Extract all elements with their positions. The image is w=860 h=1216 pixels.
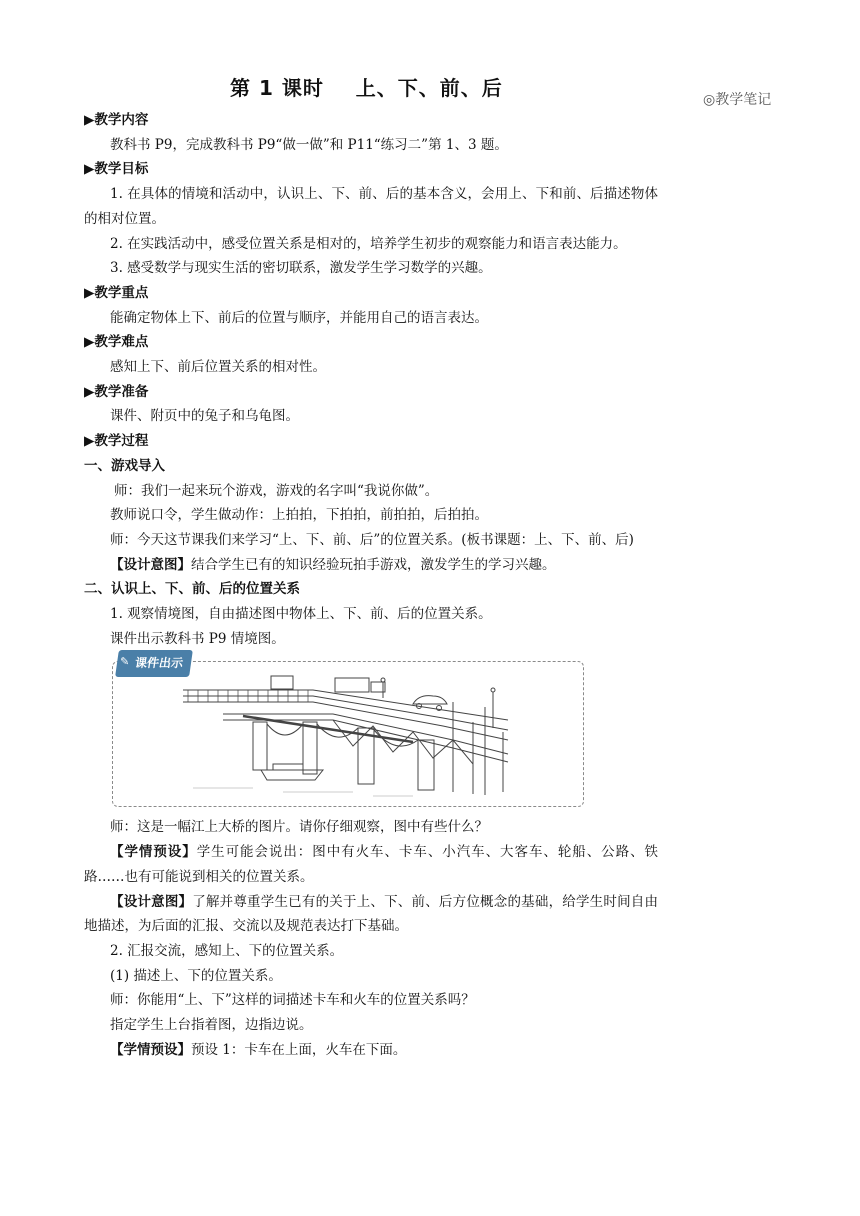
preset-text: 学生可能会说出：图中有火车、卡车、小汽车、大客车、轮船、公路、铁路……也有可能说到相关的位置关系。 bbox=[84, 844, 659, 885]
part2-question2: 师：你能用“上、下”这样的词描述卡车和火车的位置关系吗？ bbox=[110, 992, 475, 1009]
section-heading-difficulties: ▶教学难点 bbox=[84, 334, 149, 351]
courseware-line: 课件出示教科书 P9 情境图。 bbox=[110, 630, 285, 647]
bridge-illustration bbox=[113, 662, 583, 806]
part1-heading: 一、游戏导入 bbox=[84, 457, 165, 474]
part2-step2: 2. 汇报交流，感知上、下的位置关系。 bbox=[110, 942, 344, 959]
preparation-text: 课件、附页中的兔子和乌龟图。 bbox=[110, 408, 299, 425]
key-points-text: 能确定物体上下、前后的位置与顺序，并能用自己的语言表达。 bbox=[110, 309, 488, 326]
design-intent-tag-2: 【设计意图】 bbox=[110, 893, 193, 910]
part2-question3: 指定学生上台指着图，边指边说。 bbox=[110, 1017, 313, 1034]
design-intent-text-2: 了解并尊重学生已有的关于上、下、前、后方位概念的基础，给学生时间自由地描述，为后面的汇报、交流以及规范表达打下基础。 bbox=[84, 893, 659, 935]
pencil-icon: ✎ bbox=[120, 655, 130, 669]
section-heading-process: ▶教学过程 bbox=[84, 433, 149, 450]
part2-heading: 二、认识上、下、前、后的位置关系 bbox=[84, 581, 300, 598]
goal-item-1: 1. 在具体的情境和活动中，认识上、下、前、后的基本含义，会用上、下和前、后描述物体的相对位置。 bbox=[84, 186, 658, 227]
part2-sub1: (1) 描述上、下的位置关系。 bbox=[110, 967, 282, 984]
student-preset bbox=[84, 840, 658, 889]
part2-intent bbox=[84, 890, 658, 939]
content-text: 教科书 P9，完成教科书 P9“做一做”和 P11“练习二”第 1、3 题。 bbox=[110, 136, 508, 153]
section-heading-goals: ▶教学目标 bbox=[84, 161, 149, 178]
goal-item-3: 3. 感受数学与现实生活的密切联系，激发学生学习数学的兴趣。 bbox=[110, 260, 492, 277]
page-title: 第 1 课时 上、下、前、后 bbox=[230, 76, 503, 100]
bridge-scene-figure bbox=[112, 655, 584, 807]
preset-tag-2: 【学情预设】 bbox=[110, 1041, 191, 1058]
part1-intent bbox=[84, 553, 658, 578]
section-heading-content: ▶教学内容 bbox=[84, 112, 149, 128]
preset-tag: 【学情预设】 bbox=[110, 844, 197, 861]
student-preset-2 bbox=[84, 1038, 658, 1063]
courseware-badge-label: 课件出示 bbox=[134, 656, 185, 671]
part1-line-2: 教师说口令，学生做动作：上拍拍，下拍拍，前拍拍，后拍拍。 bbox=[110, 507, 488, 524]
part1-line-1: 师：我们一起来玩个游戏，游戏的名字叫“我说你做”。 bbox=[114, 482, 439, 499]
preset-text-2: 预设 1：卡车在上面，火车在下面。 bbox=[191, 1041, 407, 1058]
difficulties-text: 感知上下、前后位置关系的相对性。 bbox=[110, 359, 326, 376]
design-intent-text: 结合学生已有的知识经验玩拍手游戏，激发学生的学习兴趣。 bbox=[191, 556, 556, 573]
goal-item-2: 2. 在实践活动中，感受位置关系是相对的，培养学生初步的观察能力和语言表达能力。 bbox=[110, 235, 627, 252]
lesson-plan-body bbox=[84, 108, 658, 1063]
teacher-question: 师：这是一幅江上大桥的图片。请你仔细观察，图中有些什么？ bbox=[110, 819, 488, 836]
section-heading-key-points: ▶教学重点 bbox=[84, 284, 149, 301]
teaching-notes-label: ◎教学笔记 bbox=[703, 92, 772, 108]
part1-line-3: 师：今天这节课我们来学习“上、下、前、后”的位置关系。(板书课题：上、下、前、后) bbox=[110, 531, 634, 548]
part2-step1: 1. 观察情境图，自由描述图中物体上、下、前、后的位置关系。 bbox=[110, 606, 492, 623]
design-intent-tag: 【设计意图】 bbox=[110, 556, 191, 573]
section-heading-preparation: ▶教学准备 bbox=[84, 383, 149, 400]
